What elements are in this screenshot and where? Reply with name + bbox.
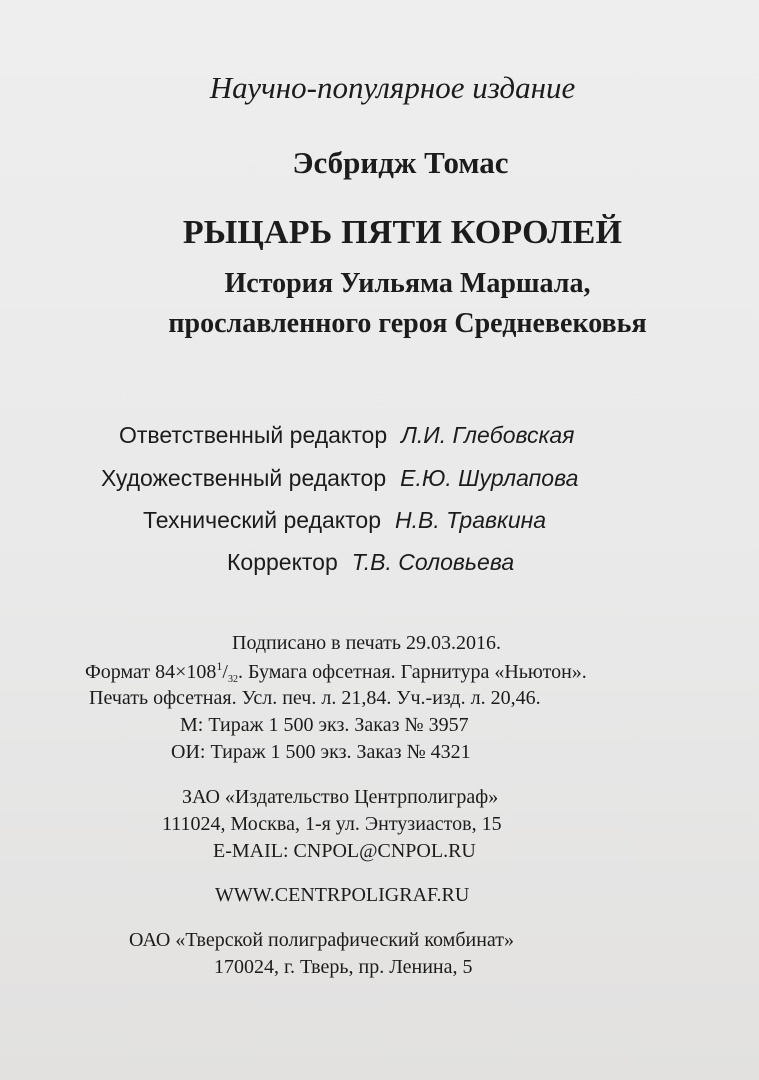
- book-title: РЫЦАРЬ ПЯТИ КОРОЛЕЙ: [182, 214, 623, 251]
- credit-role: Ответственный редактор: [119, 422, 388, 448]
- imprint-print: Печать офсетная. Усл. печ. л. 21,84. Уч.-изд. л. 20,46.: [89, 687, 541, 709]
- format-slash: /: [222, 661, 228, 683]
- credit-technical-editor: [143, 507, 546, 534]
- credit-role: Корректор: [227, 549, 338, 575]
- credit-art-editor: [101, 465, 578, 492]
- publisher-website: WWW.CENTRPOLIGRAF.RU: [215, 884, 470, 906]
- book-subtitle-line2: прославленного героя Средневековья: [168, 308, 647, 339]
- credit-name: Л.И. Глебовская: [401, 422, 575, 448]
- format-sup: 1: [216, 659, 223, 673]
- publisher-name: ЗАО «Издательство Центрполиграф»: [182, 786, 499, 808]
- credit-role: Технический редактор: [143, 507, 381, 533]
- printer-address: 170024, г. Тверь, пр. Ленина, 5: [214, 956, 473, 978]
- imprint-run-m: М: Тираж 1 500 экз. Заказ № 3957: [180, 714, 469, 736]
- credit-name: Е.Ю. Шурлапова: [400, 465, 579, 491]
- format-prefix: Формат 84×108: [85, 661, 217, 683]
- credit-name: Н.В. Травкина: [395, 507, 547, 533]
- credit-proofreader: [227, 549, 514, 576]
- publisher-email: E-MAIL: CNPOL@CNPOL.RU: [213, 840, 476, 862]
- format-suffix: . Бумага офсетная. Гарнитура «Ньютон».: [237, 661, 587, 683]
- printer-name: ОАО «Тверской полиграфический комбинат»: [129, 929, 514, 951]
- imprint-format: [85, 659, 587, 685]
- credit-responsible-editor: [119, 422, 574, 449]
- author-name: Эсбридж Томас: [292, 145, 509, 180]
- credit-name: Т.В. Соловьева: [351, 549, 515, 575]
- book-subtitle-line1: История Уильяма Маршала,: [224, 268, 591, 299]
- imprint-run-oi: ОИ: Тираж 1 500 экз. Заказ № 4321: [171, 741, 471, 763]
- publisher-address: 111024, Москва, 1-я ул. Энтузиастов, 15: [162, 813, 502, 835]
- credit-role: Художественный редактор: [101, 465, 387, 491]
- format-sub: 32: [227, 674, 238, 685]
- edition-type: Научно-популярное издание: [209, 70, 576, 105]
- imprint-signed: Подписано в печать 29.03.2016.: [232, 632, 501, 654]
